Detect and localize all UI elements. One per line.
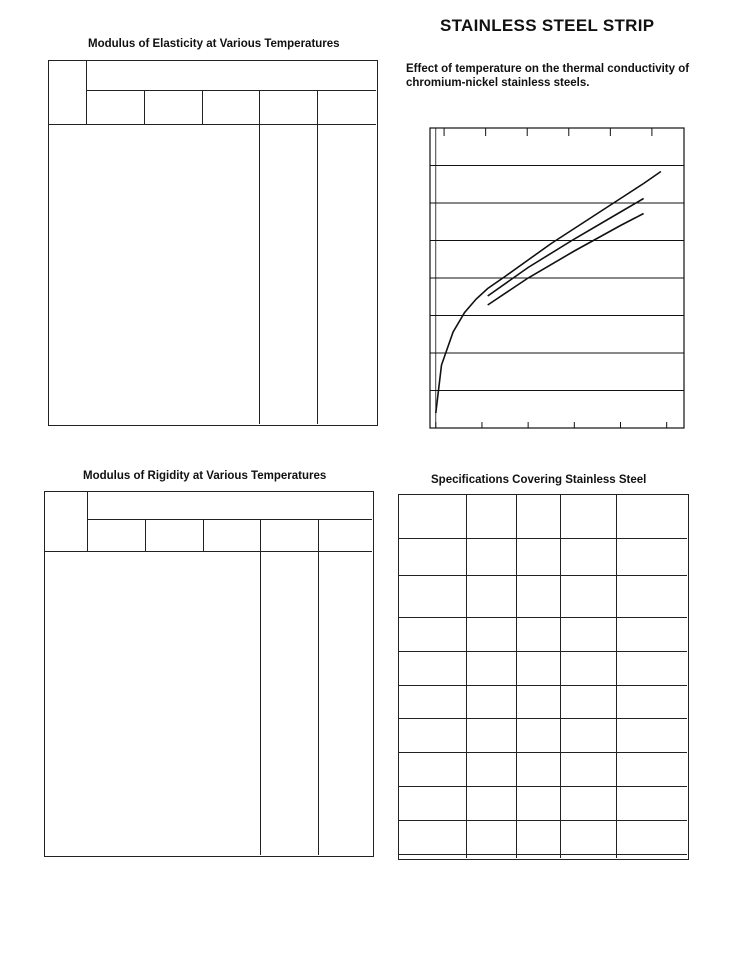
specs-row-divider (398, 854, 687, 855)
specs-row-divider (398, 685, 687, 686)
rigidity-col-divider (203, 519, 204, 551)
specs-row-divider (398, 651, 687, 652)
rigidity-header-underline (44, 551, 372, 552)
rigidity-col-divider (318, 519, 319, 551)
series-line-2 (488, 199, 644, 297)
specs-col-divider (466, 494, 467, 858)
rigidity-table-title: Modulus of Rigidity at Various Temperatures (83, 470, 327, 482)
series-line-3 (488, 214, 644, 306)
elasticity-header-underline (48, 124, 376, 125)
conductivity-chart (372, 98, 692, 458)
rigidity-body-divider (318, 551, 319, 855)
rigidity-corner-divider (87, 491, 88, 551)
elasticity-body-divider (317, 124, 318, 424)
rigidity-col-divider (145, 519, 146, 551)
specs-row-divider (398, 752, 687, 753)
elasticity-frame (48, 60, 378, 426)
specs-col-divider (516, 494, 517, 858)
specs-row-divider (398, 575, 687, 576)
elasticity-corner-divider (86, 60, 87, 124)
specs-frame (398, 494, 689, 860)
elasticity-col-divider (259, 90, 260, 124)
specs-row-divider (398, 820, 687, 821)
rigidity-group-underline (87, 519, 372, 520)
specs-col-divider (560, 494, 561, 858)
rigidity-body-divider (260, 551, 261, 855)
elasticity-table-title: Modulus of Elasticity at Various Temperatures (88, 38, 340, 50)
page-title: STAINLESS STEEL STRIP (440, 16, 655, 35)
elasticity-col-divider (317, 90, 318, 124)
elasticity-body-divider (259, 124, 260, 424)
specs-row-divider (398, 617, 687, 618)
specs-header-underline (398, 538, 687, 539)
rigidity-col-divider (260, 519, 261, 551)
rigidity-frame (44, 491, 374, 857)
elasticity-col-divider (202, 90, 203, 124)
specs-col-divider (616, 494, 617, 858)
elasticity-col-divider (144, 90, 145, 124)
specs-row-divider (398, 718, 687, 719)
specs-table-title: Specifications Covering Stainless Steel (431, 474, 647, 486)
conductivity-chart-title: Effect of temperature on the thermal conductivity of chromium-nickel stainless steels. (406, 63, 690, 89)
specs-row-divider (398, 786, 687, 787)
elasticity-group-underline (86, 90, 376, 91)
